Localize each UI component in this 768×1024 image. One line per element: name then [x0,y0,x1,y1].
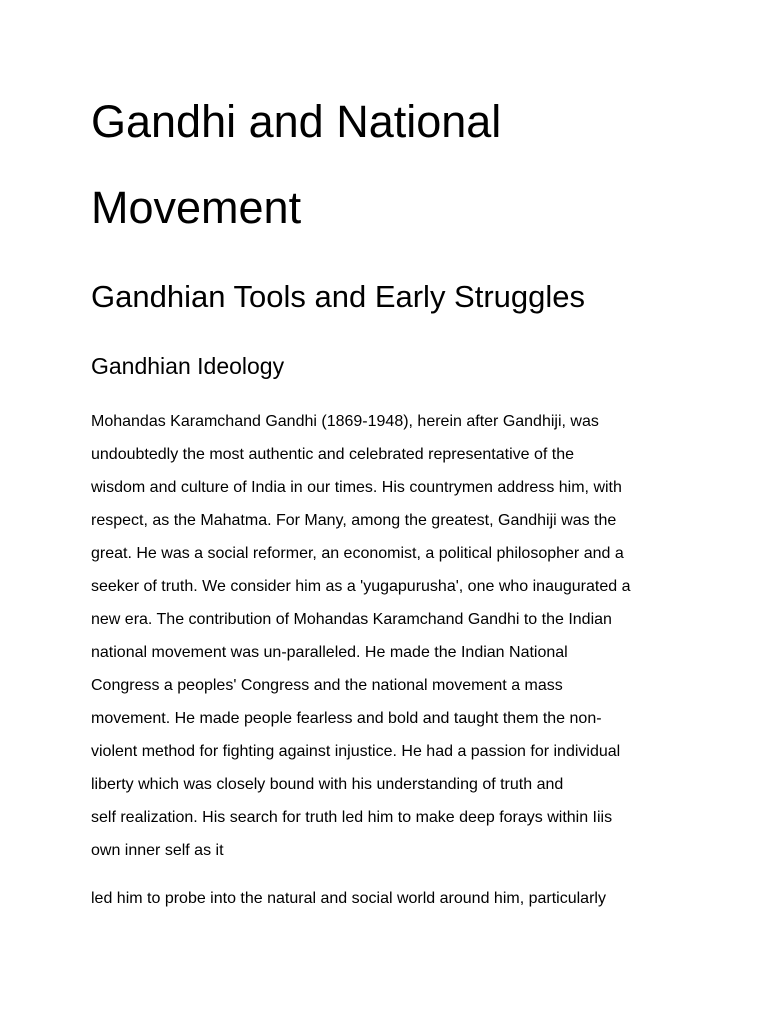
paragraph-line: self realization. His search for truth led him to make deep forays within Iiis [91,809,613,826]
paragraph-line: Congress a peoples' Congress and the national movement a mass [91,677,563,694]
paragraph-line: national movement was un-paralleled. He made the Indian National [91,644,568,661]
paragraph-line: respect, as the Mahatma. For Many, among the greatest, Gandhiji was the [91,512,617,529]
paragraph-line: movement. He made people fearless and bold and taught them the non- [91,710,602,727]
paragraph-line: new era. The contribution of Mohandas Karamchand Gandhi to the Indian [91,611,612,628]
paragraph-line: great. He was a social reformer, an economist, a political philosopher and a [91,545,624,562]
paragraph-line: liberty which was closely bound with his understanding of truth and [91,776,564,793]
body-paragraph-1 [91,405,691,867]
document-title-line-1: Gandhi and National [91,96,502,147]
paragraph-line: seeker of truth. We consider him as a 'yugapurusha', one who inaugurated a [91,578,631,595]
section-heading: Gandhian Ideology [91,353,285,379]
paragraph-line: own inner self as it [91,842,224,859]
document-title-line-2: Movement [91,182,302,233]
document-subtitle: Gandhian Tools and Early Struggles [91,279,586,314]
body-paragraph-2 [91,882,691,915]
paragraph-line: Mohandas Karamchand Gandhi (1869-1948), herein after Gandhiji, was [91,413,599,430]
paragraph-line: violent method for fighting against injustice. He had a passion for individual [91,743,621,760]
paragraph-line: led him to probe into the natural and social world around him, particularly [91,890,606,907]
paragraph-line: wisdom and culture of India in our times. His countrymen address him, with [91,479,622,496]
paragraph-line: undoubtedly the most authentic and celebrated representative of the [91,446,574,463]
